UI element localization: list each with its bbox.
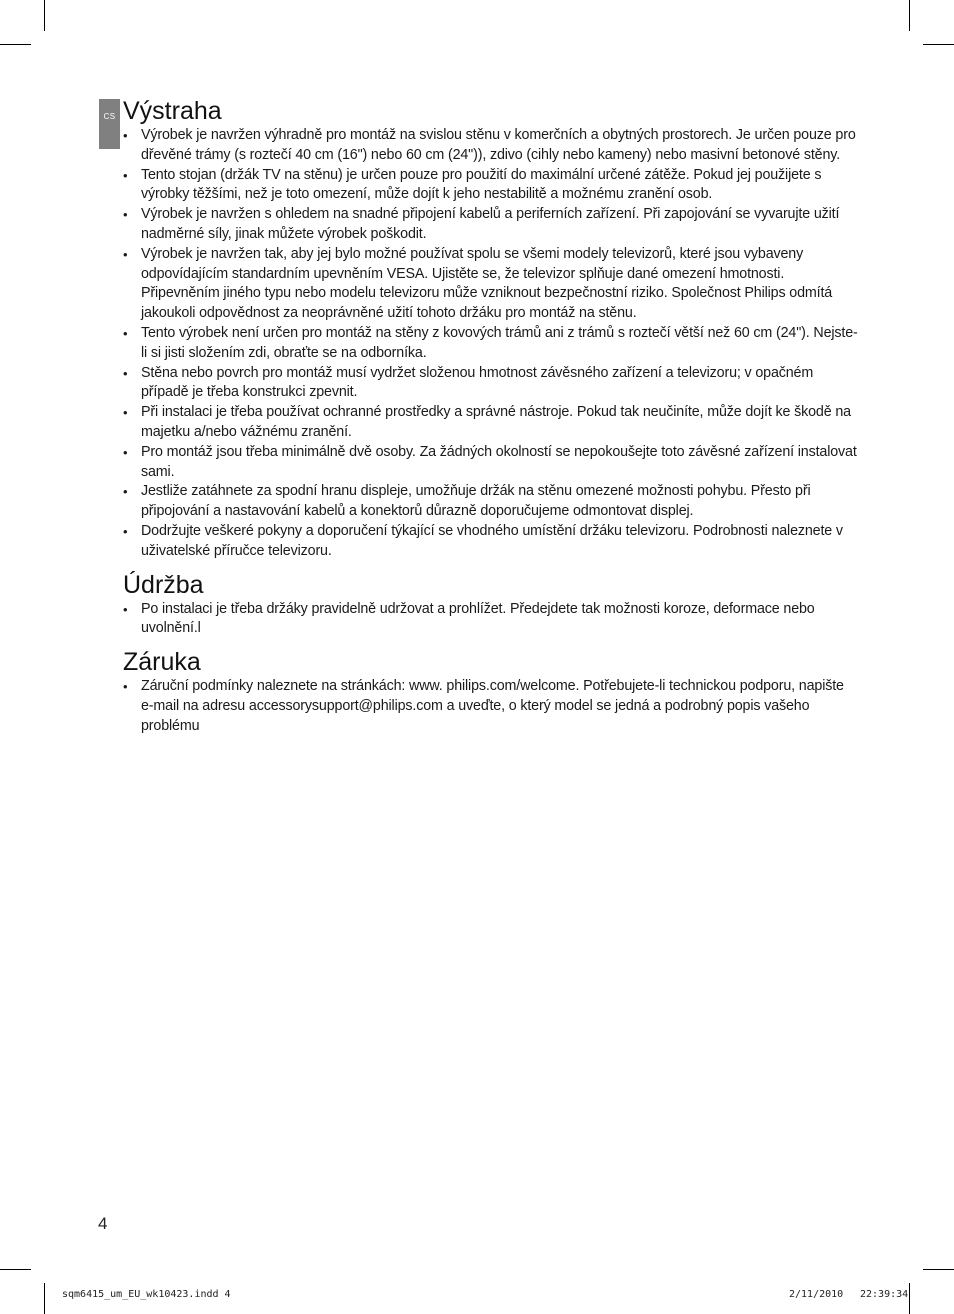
list-item: • Výrobek je navržen s ohledem na snadné připojení kabelů a periferních zařízení. Při zapojování se vyvarujte užití nadměrné síly, jinak můžete výrobek poškodit. [123, 205, 858, 245]
crop-mark [923, 44, 954, 45]
crop-mark [909, 1283, 910, 1314]
section-warranty [123, 647, 858, 736]
maintenance-list [123, 600, 858, 640]
crop-mark [909, 0, 910, 31]
crop-mark [0, 44, 31, 45]
list-item: • Pro montáž jsou třeba minimálně dvě osoby. Za žádných okolností se nepokoušejte toto závěsné zařízení instalovat sami. [123, 443, 858, 483]
list-item: • Při instalaci je třeba používat ochranné prostředky a správné nástroje. Pokud tak neučiníte, může dojít ke škodě na majetku a/nebo vážnému zranění. [123, 403, 858, 443]
section-title-warranty: Záruka [123, 648, 201, 677]
list-item: • Dodržujte veškeré pokyny a doporučení týkající se vhodného umístění držáku televizoru. Podrobnosti naleznete v uživatelské příručce televizoru. [123, 522, 858, 562]
slug-time: 22:39:34 [860, 1289, 909, 1300]
section-title-maintenance: Údržba [123, 570, 204, 599]
page-number: 4 [98, 1214, 108, 1233]
section-title-warning: Výstraha [123, 97, 222, 125]
crop-mark [44, 1283, 45, 1314]
warning-list [123, 126, 858, 562]
list-item: • Záruční podmínky naleznete na stránkách: www. philips.com/welcome. Potřebujete-li technickou podporu, napište e-mail na adresu accessorysupport@philips.com a uveďte, o který model se jedná a podrobný popis vašeho problému [123, 677, 858, 736]
crop-mark [0, 1269, 31, 1270]
list-item: • Tento stojan (držák TV na stěnu) je určen pouze pro použití do maximální určené zátěže. Pokud jej použijete s výrobky těžšími, než je toto omezení, může dojít k jeho nestabilitě a možnému zranění osob. [123, 166, 858, 206]
language-tab: CS [99, 99, 120, 149]
section-warning [123, 96, 858, 562]
list-item: • Výrobek je navržen tak, aby jej bylo možné používat spolu se všemi modely televizorů, které jsou vybaveny odpovídajícím standardním upevněním VESA. Ujistěte se, že televizor splňuje dané omezení hmotnosti. Připevněním jiného typu nebo modelu televizoru může vzniknout bezpečnostní riziko. Společnost Philips odmítá jakoukoli odpovědnost za neoprávněné užití tohoto držáku pro montáž na stěnu. [123, 245, 858, 324]
slug-date: 2/11/2010 [789, 1289, 844, 1300]
document-body [123, 96, 858, 737]
slug-file: sqm6415_um_EU_wk10423.indd 4 [62, 1289, 231, 1300]
list-item: • Stěna nebo povrch pro montáž musí vydržet složenou hmotnost závěsného zařízení a televizoru; v opačném případě je třeba konstrukci zpevnit. [123, 364, 858, 404]
warranty-list [123, 677, 858, 736]
crop-mark [44, 0, 45, 31]
list-item: • Po instalaci je třeba držáky pravidelně udržovat a prohlížet. Předejdete tak možnosti koroze, deformace nebo uvolnění.l [123, 600, 858, 640]
list-item: • Výrobek je navržen výhradně pro montáž na svislou stěnu v komerčních a obytných prostorech. Je určen pouze pro dřevěné trámy (s roztečí 40 cm (16") nebo 60 cm (24")), zdivo (cihly nebo kameny) nebo masivní betonové stěny. [123, 126, 858, 166]
list-item: • Jestliže zatáhnete za spodní hranu displeje, umožňuje držák na stěnu omezené možnosti pohybu. Přesto při připojování a nastavování kabelů a konektorů důrazně doporučujeme odmontovat displej. [123, 482, 858, 522]
list-item: • Tento výrobek není určen pro montáž na stěny z kovových trámů ani z trámů s roztečí větší než 60 cm (24"). Nejste-li si jisti složením zdi, obraťte se na odborníka. [123, 324, 858, 364]
section-maintenance [123, 570, 858, 640]
crop-mark [923, 1269, 954, 1270]
